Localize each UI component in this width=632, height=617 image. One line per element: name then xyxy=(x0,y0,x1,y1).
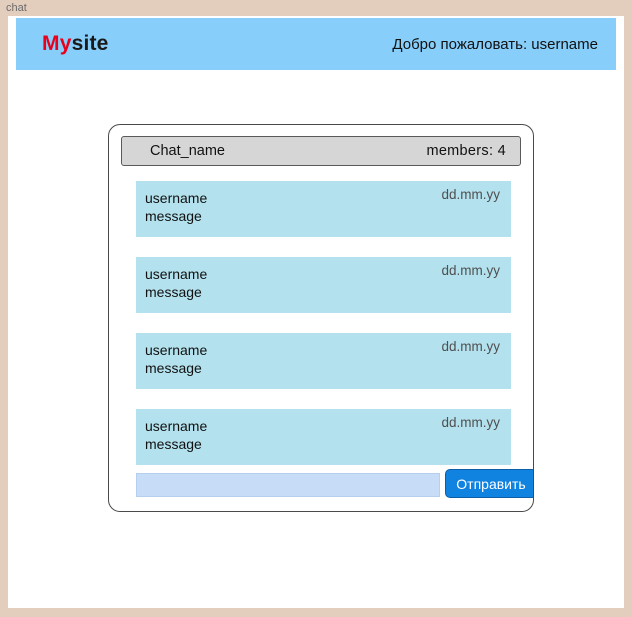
message-item xyxy=(136,257,511,313)
message-author: username xyxy=(145,418,208,434)
message-item xyxy=(136,333,511,389)
message-body: message xyxy=(145,208,202,224)
browser-tab-label: chat xyxy=(6,2,27,14)
welcome-message: Добро пожаловать: username xyxy=(392,35,598,53)
chat-header xyxy=(121,136,521,166)
message-item xyxy=(136,409,511,465)
chat-members-count: members: 4 xyxy=(426,143,506,159)
message-author: username xyxy=(145,342,208,358)
message-item xyxy=(136,181,511,237)
message-date: dd.mm.yy xyxy=(441,187,500,202)
message-body: message xyxy=(145,284,202,300)
message-author: username xyxy=(145,266,208,282)
message-author: username xyxy=(145,190,208,206)
message-list xyxy=(136,181,511,485)
logo-text-primary: My xyxy=(42,32,72,55)
page-canvas xyxy=(8,16,624,608)
message-date: dd.mm.yy xyxy=(441,415,500,430)
message-date: dd.mm.yy xyxy=(441,263,500,278)
message-body: message xyxy=(145,436,202,452)
message-composer xyxy=(136,473,526,497)
chat-name: Chat_name xyxy=(150,143,225,159)
message-body: message xyxy=(145,360,202,376)
logo-text-secondary: site xyxy=(71,32,109,55)
chat-panel xyxy=(108,124,534,512)
message-date: dd.mm.yy xyxy=(441,339,500,354)
site-logo[interactable] xyxy=(42,32,109,56)
message-input[interactable] xyxy=(136,473,440,497)
site-header xyxy=(16,18,616,70)
send-button[interactable]: Отправить xyxy=(445,469,534,498)
